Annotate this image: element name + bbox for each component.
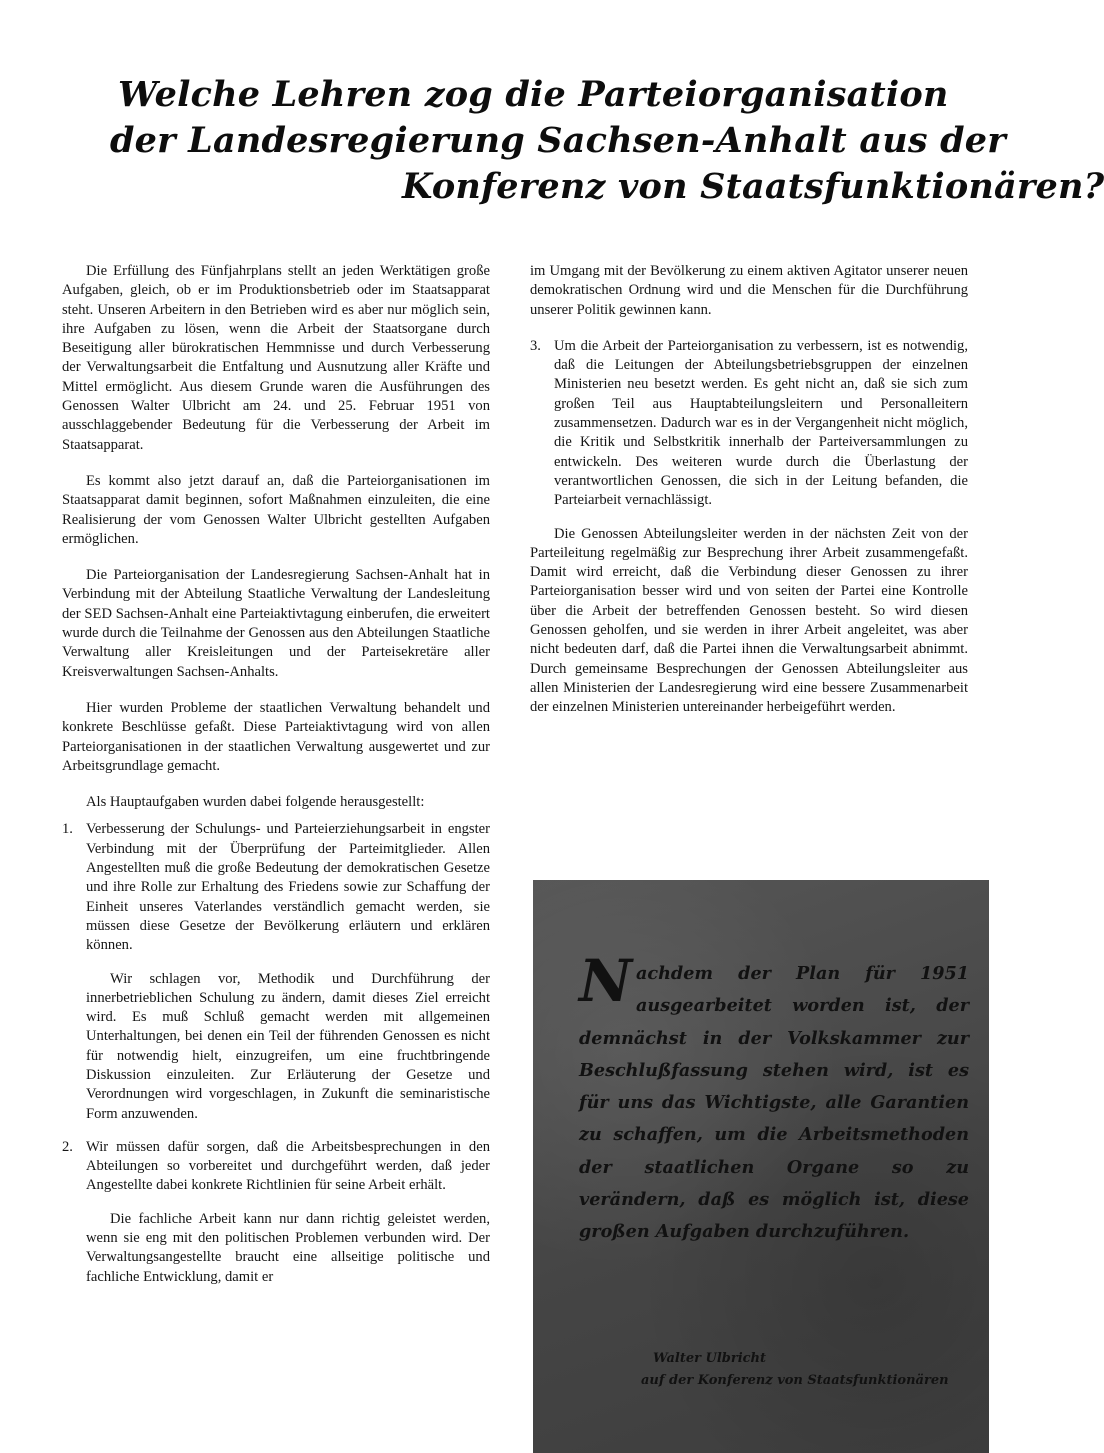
- list-text-1: Verbesserung der Schulungs- und Parteierziehungsarbeit in engster Verbindung mit der Überprüfung der Parteimitglieder. Allen Angestellten muß die große Bedeutung der demokratischen Gesetze und ihre Rolle zur Erhaltung des Friedens sowie zur Schaffung der Einheit unseres Vaterlandes verständlich gemacht werden, sie müssen diese Gesetze der Bevölkerung erläutern und erklären können.: [86, 821, 490, 954]
- quote-attribution: [641, 1348, 949, 1392]
- list-number-1: 1.: [62, 821, 73, 838]
- article-title: [110, 72, 1104, 210]
- list-text-3: Um die Arbeit der Parteiorganisation zu verbessern, ist es notwendig, daß die Leitungen der Abteilungsbetriebsgruppen der einzelnen Ministerien neu besetzt werden. Es geht nicht an, daß sie sich zum großen Teil aus Hauptabteilungsleitern und Personalleitern zusammensetzen. Dadurch war es in der Vergangenheit nicht möglich, die Kritik und Selbstkritik innerhalb der Parteiversammlungen zu entwickeln. Des weiteren wurde durch die Überlastung der verantwortlichen Genossen, die sich in der Leitung befanden, die Parteiarbeit vernachlässigt.: [554, 337, 968, 509]
- paragraph-1: Die Erfüllung des Fünfjahrplans stellt an jeden Werktätigen große Aufgaben, gleich, ob er im Produktionsbetrieb oder im Staatsapparat steht. Unseren Arbeitern in den Betrieben wird es aber nur möglich sein, ihre Aufgaben zu lösen, wenn die Arbeit der Staatsorgane durch Beseitigung aller bürokratischen Hemmnisse und durch Verbesserung der Verwaltungsarbeit die Entfaltung und Ausnutzung aller Kräfte und Mittel ermöglicht. Aus diesem Grunde waren die Ausführungen des Genossen Walter Ulbricht am 24. und 25. Februar 1951 von ausschlaggebender Bedeutung für die Verbesserung der Arbeit im Staatsapparat.: [62, 263, 490, 453]
- list-number-2: 2.: [62, 1138, 73, 1155]
- list-item-3: [530, 337, 968, 511]
- quote-text: [579, 947, 969, 1249]
- paragraph-3: Die Parteiorganisation der Landesregierung Sachsen-Anhalt hat in Verbindung mit der Abteilung Staatliche Verwaltung der Landesleitung der SED Sachsen-Anhalt eine Parteiaktivtagung einberufen, die erweitert wurde durch die Teilnahme der Genossen aus den Abteilungen Staatliche Verwaltung aller Kreisleitungen und der Parteisekretäre aller Kreisverwaltungen Sachsen-Anhalts.: [62, 567, 490, 680]
- quote-dropcap: N: [579, 947, 633, 1015]
- quote-box: [533, 880, 989, 1453]
- title-line-1: Welche Lehren zog die Parteiorganisation: [118, 74, 949, 115]
- quote-author: Walter Ulbricht: [653, 1351, 767, 1366]
- paragraph-5: Als Hauptaufgaben wurden dabei folgende herausgestellt:: [86, 794, 425, 811]
- list-item-1-continuation: Wir schlagen vor, Methodik und Durchführung der innerbetrieblichen Schulung zu ändern, damit dieses Ziel erreicht wird. Es muß Schluß gemacht werden mit allgemeinen Unterhaltungen, bei denen ein Teil der führenden Genossen es nicht für notwendig hielt, einzugreifen, um eine fruchtbringende Diskussion einzuleiten. Zur Erläuterung der Gesetze und Verordnungen wird vorgeschlagen, in Zukunft die seminaristische Form anzuwenden.: [86, 970, 490, 1122]
- paragraph-2: Es kommt also jetzt darauf an, daß die Parteiorganisationen im Staatsapparat damit beginnen, sofort Maßnahmen einzuleiten, die eine Realisierung der vom Genossen Walter Ulbricht gestellten Aufgaben ermöglichen.: [62, 472, 490, 547]
- right-column: [530, 262, 968, 735]
- title-line-2: der Landesregierung Sachsen-Anhalt aus der: [110, 120, 1006, 161]
- quote-body: achdem der Plan für 1951 ausgearbeitet worden ist, der demnächst in der Volkskammer zur Beschlußfassung stehen wird, ist es für uns das Wichtigste, alle Garantien zu schaffen, um die Arbeitsmethoden der staatlichen Organe so zu verändern, daß es möglich ist, diese großen Aufgaben durchzuführen.: [579, 963, 969, 1243]
- list-item-1: [62, 820, 490, 955]
- left-column: [62, 262, 490, 1301]
- list-number-3: 3.: [530, 337, 541, 354]
- list-item-3-continuation: Die Genossen Abteilungsleiter werden in der nächsten Zeit von der Parteileitung regelmäßig zur Besprechung ihrer Arbeit zusammengefaßt. Damit wird erreicht, daß die Verbindung dieser Genossen zu ihrer Parteiorganisation besser wird und von seiten der Partei eine Kontrolle über die Arbeit der betreffenden Genossen besteht. So wird diesen Genossen geholfen, und sie werden in ihrer Arbeit angeleitet, was aber nicht bedeuten darf, daß die Partei ihnen die Verwaltungsarbeit abnimmt. Durch gemeinsame Besprechungen der Genossen Abteilungsleiter aus allen Ministerien der Landesregierung wird eine bessere Zusammenarbeit der einzelnen Ministerien untereinander herbeigeführt werden.: [530, 525, 968, 716]
- list-item-2: [62, 1138, 490, 1196]
- paragraph-4: Hier wurden Probleme der staatlichen Verwaltung behandelt und konkrete Beschlüsse gefaßt. Diese Parteiaktivtagung wird von allen Parteiorganisationen in der staatlichen Verwaltung ausgewertet und zur Arbeitsgrundlage gemacht.: [62, 699, 490, 774]
- title-line-3: Konferenz von Staatsfunktionären?: [402, 166, 1104, 207]
- quote-source: auf der Konferenz von Staatsfunktionären: [641, 1373, 949, 1388]
- paragraph-continued: im Umgang mit der Bevölkerung zu einem aktiven Agitator unserer neuen demokratischen Ordnung wird und die Menschen für die Durchführung unserer Politik gewinnen kann.: [530, 263, 968, 318]
- list-text-2: Wir müssen dafür sorgen, daß die Arbeitsbesprechungen in den Abteilungen so vorbereitet und durchgeführt werden, daß jeder Angestellte dabei konkrete Richtlinien für seine Arbeit erhält.: [86, 1138, 490, 1194]
- list-item-2-continuation: Die fachliche Arbeit kann nur dann richtig geleistet werden, wenn sie eng mit den politischen Problemen verbunden wird. Der Verwaltungsangestellte braucht eine allseitige politische und fachliche Entwicklung, damit er: [86, 1210, 490, 1285]
